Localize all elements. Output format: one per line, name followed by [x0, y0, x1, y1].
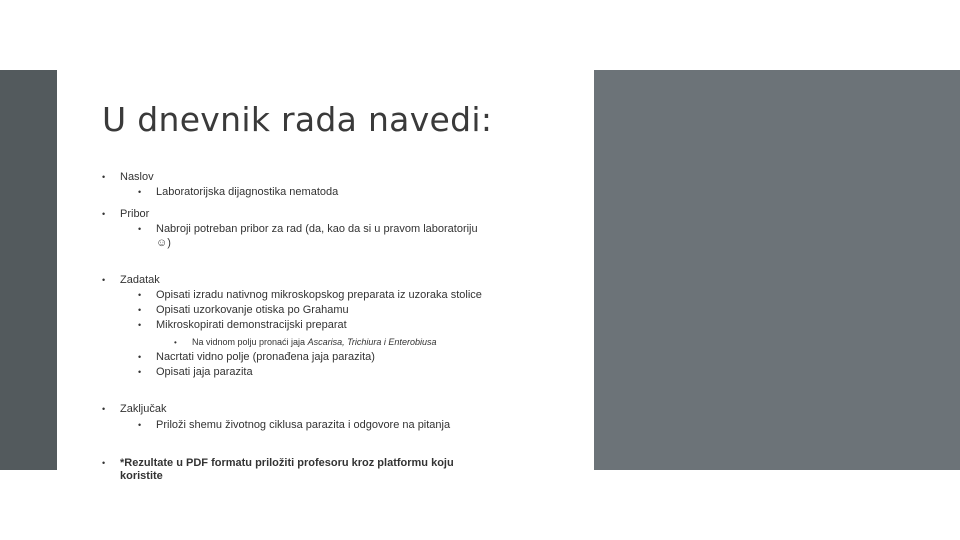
bullet-icon: •: [138, 352, 142, 362]
zadatak-item: Nacrtati vidno polje (pronađena jaja parazita): [156, 351, 375, 363]
bullet-icon: •: [138, 290, 142, 300]
bullet-icon: •: [138, 224, 142, 234]
zakljucak-item: Priloži shemu životnog ciklusa parazita i odgovore na pitanja: [156, 419, 451, 431]
section-label-zadatak: Zadatak: [120, 274, 160, 286]
right-image-panel: [594, 70, 960, 470]
note-line: koristite: [120, 470, 163, 482]
bullet-icon: •: [174, 338, 177, 347]
section-label-naslov: Naslov: [120, 171, 154, 183]
subitem-text: Na vidnom polju pronaći jaja: [192, 337, 308, 347]
bullet-icon: •: [102, 404, 106, 414]
zadatak-item: Opisati jaja parazita: [156, 366, 253, 378]
naslov-item: Laboratorijska dijagnostika nematoda: [156, 186, 339, 198]
bullet-icon: •: [102, 209, 106, 219]
zadatak-subitem: [192, 335, 436, 350]
subitem-species: Ascarisa, Trichiura i Enterobiusa: [307, 337, 437, 347]
bullet-icon: •: [138, 305, 142, 315]
pribor-item: Nabroji potreban pribor za rad (da, kao da si u pravom laboratoriju: [156, 223, 478, 235]
bullet-icon: •: [102, 458, 106, 468]
smiley-text: ☺): [156, 237, 171, 249]
slide-title: U dnevnik rada navedi:: [102, 100, 493, 139]
bullet-icon: •: [138, 420, 142, 430]
zadatak-item: Opisati uzorkovanje otiska po Grahamu: [156, 304, 349, 316]
zadatak-item: Mikroskopirati demonstracijski preparat: [156, 319, 347, 331]
bullet-icon: •: [138, 187, 142, 197]
zadatak-item: Opisati izradu nativnog mikroskopskog preparata iz uzoraka stolice: [156, 289, 482, 301]
bullet-icon: •: [102, 172, 106, 182]
bullet-icon: •: [138, 367, 142, 377]
left-accent-bar: [0, 70, 57, 470]
bullet-icon: •: [138, 320, 142, 330]
note-line: *Rezultate u PDF formatu priložiti profesoru kroz platformu koju: [120, 457, 454, 469]
section-label-pribor: Pribor: [120, 208, 150, 220]
section-label-zakljucak: Zaključak: [120, 403, 167, 415]
bullet-icon: •: [102, 275, 106, 285]
